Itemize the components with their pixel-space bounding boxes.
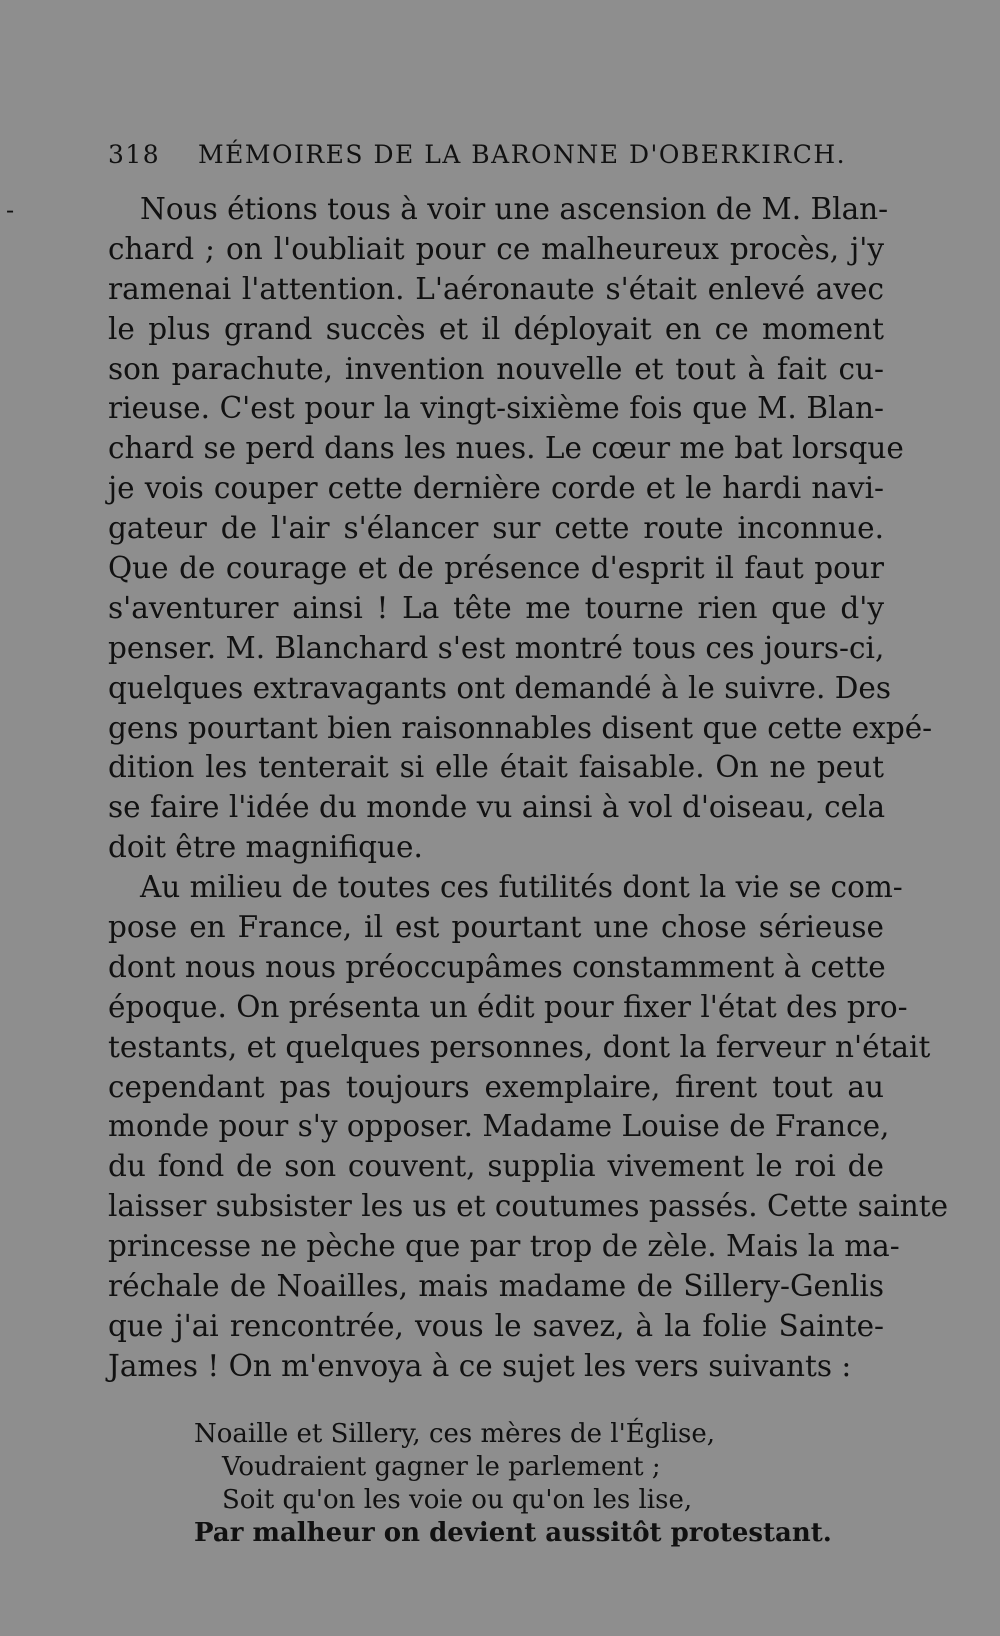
poem-line: Noaille et Sillery, ces mères de l'Église, bbox=[194, 1419, 715, 1449]
poem-line: Soit qu'on les voie ou qu'on les lise, bbox=[222, 1485, 693, 1515]
text-line: Au milieu de toutes ces futilités dont la vie se com- bbox=[140, 870, 903, 905]
running-title: MÉMOIRES DE LA BARONNE D'OBERKIRCH. bbox=[198, 140, 847, 169]
text-line: cependant pas toujours exemplaire, firent tout au bbox=[108, 1069, 884, 1104]
text-line: ramenai l'attention. L'aéronaute s'était enlevé avec bbox=[108, 271, 884, 306]
text-line: quelques extravagants ont demandé à le suivre. Des bbox=[108, 670, 892, 705]
text-line: princesse ne pèche que par trop de zèle. Mais la ma- bbox=[108, 1229, 900, 1264]
text-line: laisser subsister les us et coutumes passés. Cette sainte bbox=[108, 1189, 949, 1224]
poem bbox=[194, 1418, 832, 1550]
poem-line: Par malheur on devient aussitôt protestant. bbox=[194, 1518, 832, 1548]
text-line: je vois couper cette dernière corde et le hardi navi- bbox=[108, 471, 884, 506]
text-line: gens pourtant bien raisonnables disent que cette expé- bbox=[108, 710, 933, 745]
margin-mark: - bbox=[6, 196, 15, 224]
text-line: Nous étions tous à voir une ascension de M. Blan- bbox=[140, 192, 889, 226]
text-line: chard se perd dans les nues. Le cœur me bat lorsque bbox=[108, 431, 904, 466]
page-number: 318 bbox=[108, 140, 161, 169]
text-line: monde pour s'y opposer. Madame Louise de France, bbox=[108, 1109, 890, 1144]
text-line: gateur de l'air s'élancer sur cette route inconnue. bbox=[108, 511, 884, 546]
running-head bbox=[108, 140, 888, 169]
text-line: testants, et quelques personnes, dont la ferveur n'était bbox=[108, 1029, 931, 1064]
poem-line: Voudraient gagner le parlement ; bbox=[222, 1452, 661, 1482]
text-line: réchale de Noailles, mais madame de Sillery-Genlis bbox=[108, 1269, 884, 1304]
text-line: Que de courage et de présence d'esprit il faut pour bbox=[108, 551, 884, 586]
text-line: époque. On présenta un édit pour fixer l'état des pro- bbox=[108, 989, 908, 1024]
text-line: rieuse. C'est pour la vingt-sixième fois que M. Blan- bbox=[108, 391, 884, 426]
body-text bbox=[108, 190, 949, 1387]
text-line: que j'ai rencontrée, vous le savez, à la folie Sainte- bbox=[108, 1308, 884, 1343]
text-line: pose en France, il est pourtant une chose sérieuse bbox=[108, 910, 884, 945]
text-line: chard ; on l'oubliait pour ce malheureux procès, j'y bbox=[108, 231, 884, 266]
text-line: dition les tenterait si elle était faisable. On ne peut bbox=[108, 750, 884, 785]
text-line: James ! On m'envoya à ce sujet les vers suivants : bbox=[108, 1348, 852, 1383]
text-line: penser. M. Blanchard s'est montré tous ces jours-ci, bbox=[108, 630, 885, 665]
text-line: du fond de son couvent, supplia vivement le roi de bbox=[108, 1149, 884, 1184]
text-line: son parachute, invention nouvelle et tout à fait cu- bbox=[108, 351, 884, 386]
text-line: dont nous nous préoccupâmes constamment à cette bbox=[108, 949, 886, 984]
text-line: s'aventurer ainsi ! La tête me tourne rien que d'y bbox=[108, 590, 884, 625]
text-line: le plus grand succès et il déployait en ce moment bbox=[108, 311, 884, 346]
text-line: doit être magnifique. bbox=[108, 830, 423, 865]
text-line: se faire l'idée du monde vu ainsi à vol d'oiseau, cela bbox=[108, 790, 886, 825]
